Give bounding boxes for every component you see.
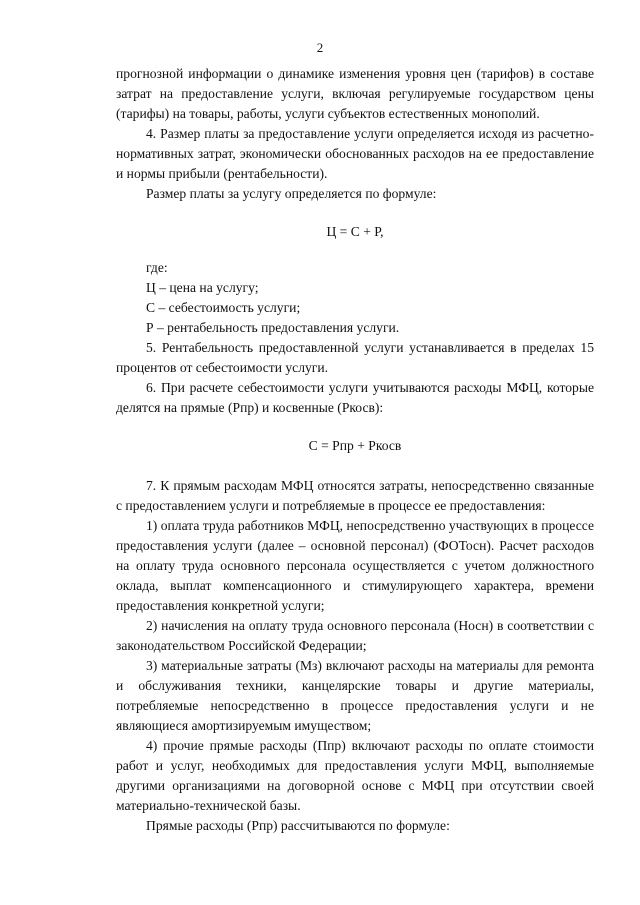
definition-cost: С – себестоимость услуги;: [146, 300, 301, 315]
paragraph-direct-costs: Прямые расходы (Рпр) рассчитываются по формуле:: [146, 818, 450, 833]
paragraph-continuation: прогнозной информации о динамике изменения уровня цен (тарифов) в составе затрат на предоставление услуги, включая регулируемые государством цены (тарифы) на товары, работы, услуги субъектов естественных монополий.: [116, 66, 594, 121]
paragraph-4: 4. Размер платы за предоставление услуги определяется исходя из расчетно-нормативных затрат, экономически обоснованных расходов на ее предоставление и нормы прибыли (рентабельности).: [116, 126, 594, 181]
list-item-4: 4) прочие прямые расходы (Ппр) включают расходы по оплате стоимости работ и услуг, необходимых для предоставления услуги МФЦ, выполняемые другими организациями на договорной основе с МФЦ при отсутствии своей материально-технической базы.: [116, 738, 594, 813]
paragraph-5: 5. Рентабельность предоставленной услуги устанавливается в пределах 15 процентов от себестоимости услуги.: [116, 340, 594, 375]
paragraph-6: 6. При расчете себестоимости услуги учитываются расходы МФЦ, которые делятся на прямые (Рпр) и косвенные (Ркосв):: [116, 380, 594, 415]
list-item-1: 1) оплата труда работников МФЦ, непосредственно участвующих в процессе предоставления услуги (далее – основной персонал) (ФОТосн). Расчет расходов на оплату труда основного персонала осуществляется с учетом должностного оклада, выплат компенсационного и стимулирующего характера, времени предоставления конкретной услуги;: [116, 518, 594, 613]
paragraph-7: 7. К прямым расходам МФЦ относятся затраты, непосредственно связанные с предоставлением услуги и потребляемые в процессе ее предоставления:: [116, 478, 594, 513]
formula-cost: С = Рпр + Ркосв: [308, 438, 402, 453]
list-item-2: 2) начисления на оплату труда основного персонала (Носн) в соответствии с законодательством Российской Федерации;: [116, 618, 594, 653]
formula-intro: Размер платы за услугу определяется по формуле:: [146, 186, 437, 201]
definition-profitability: Р – рентабельность предоставления услуги.: [146, 320, 400, 335]
document-body: [116, 64, 594, 836]
formula-price: Ц = С + Р,: [326, 224, 384, 239]
page-number: 2: [316, 40, 324, 55]
where-label: где:: [146, 260, 168, 275]
list-item-3: 3) материальные затраты (Мз) включают расходы на материалы для ремонта и обслуживания техники, канцелярские товары и другие материалы, потребляемые непосредственно в процессе предоставления услуги и не являющиеся амортизируемым имуществом;: [116, 658, 594, 733]
definition-price: Ц – цена на услугу;: [146, 280, 259, 295]
